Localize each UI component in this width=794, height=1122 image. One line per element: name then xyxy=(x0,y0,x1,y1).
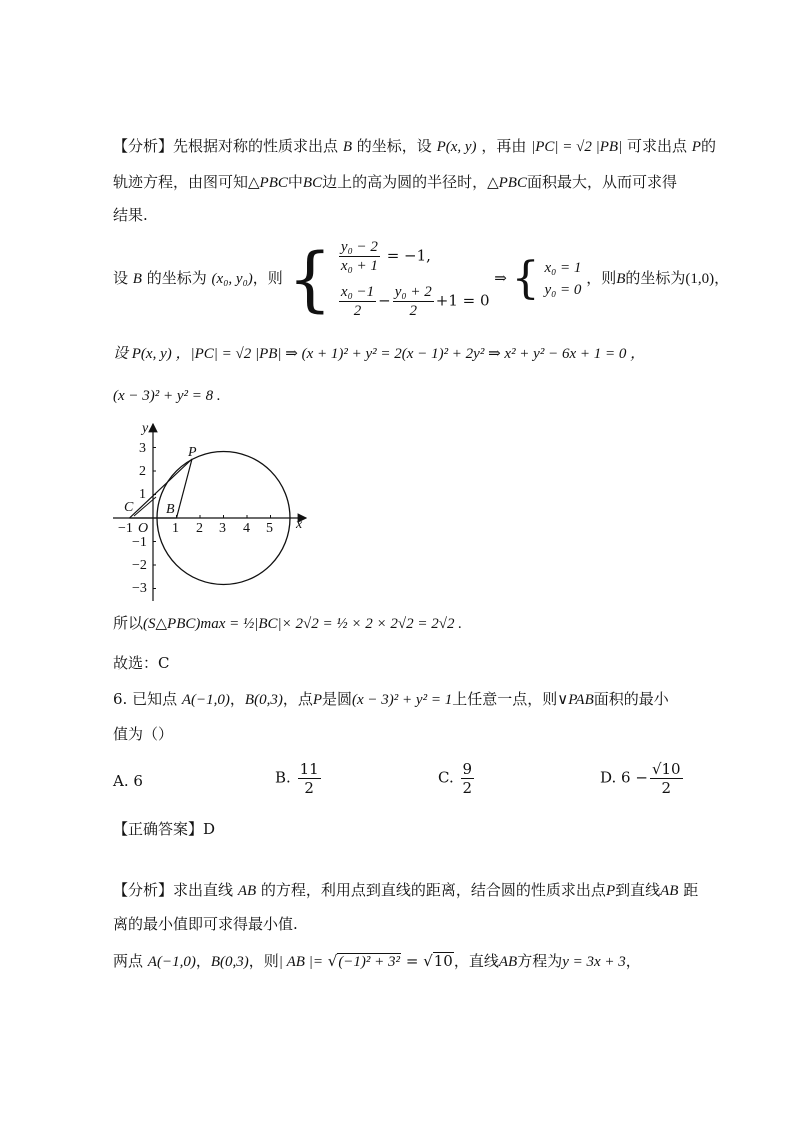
correct-answer: 【正确答案】D xyxy=(113,820,216,838)
area-max: 所以(S△PBC)max = ½|BC|× 2√2 = ½ × 2 × 2√2 = 2√2 . xyxy=(113,616,462,632)
analysis2-line-1: 【分析】求出直线 AB 的方程，利用点到直线的距离，结合圆的性质求出点P到直线AB 距 xyxy=(113,881,699,899)
point-C-label: C xyxy=(124,500,134,515)
left-brace: { xyxy=(287,238,333,320)
option-D[interactable]: D. 6 − $\frac{√10}{2}$ xyxy=(600,760,681,797)
locus-derivation: 设 P(x, y) ，|PC| = √2 |PB| ⇒ (x + 1)² + y² = 2(x − 1)² + 2y² ⇒ x² + y² − 6x + 1 = 0 ， xyxy=(113,346,646,362)
circle-equation: (x − 3)² + y² = 8 . xyxy=(113,388,221,404)
x-tick-3: 3 xyxy=(219,521,226,536)
q6-line-2: 值为（） xyxy=(113,725,174,743)
analysis-tag: 【分析】 xyxy=(113,137,174,155)
x-tick-1: 1 xyxy=(172,521,179,536)
y-tick-neg1: −1 xyxy=(132,535,147,550)
analysis-line-1: 【分析】先根据对称的性质求出点 B 的坐标，设 P(x, y) ，再由 |PC| = √2 |PB| 可求出点 P的 xyxy=(113,137,716,155)
y-tick-neg2: −2 xyxy=(132,558,147,573)
analysis-line-3: 结果. xyxy=(113,206,148,224)
sqrt-symbol: √ xyxy=(327,952,338,970)
segment-BP xyxy=(177,459,193,518)
analysis-line-2: 轨迹方程，由图可知△PBC中BC边上的高为圆的半径时，△PBC面积最大，从而可求得 xyxy=(113,173,677,191)
option-A[interactable]: A. 6 xyxy=(113,772,143,790)
point-B-label: B xyxy=(166,502,175,517)
system-equation: 设 B 的坐标为 (x₀, y₀)，则 { $\frac{\text{y₀ − 2}}{\text{x₀ + 1}}$ = −1, $\frac{\text{x₀ −1}}{2}$ − $\frac{\text{y₀ + 2}}{2}$ +1 = 0 ⇒ { x₀ = 1 y₀ = 0 ，则B的坐标为(1,0)， xyxy=(113,238,730,320)
q6-line-1: 6. 已知点 A(−1,0)，B(0,3)，点P是圆(x − 3)² + y² = 1上任意一点，则∨PAB面积的最小 xyxy=(113,690,669,708)
analysis2-line-2: 离的最小值即可求得最小值. xyxy=(113,915,298,933)
option-B[interactable]: B. $\frac{11}{2}$ xyxy=(275,760,319,797)
point-P-label: P xyxy=(188,445,197,460)
x-tick-2: 2 xyxy=(196,521,203,536)
choice-1: 故选：C xyxy=(113,654,170,672)
distance-line: 两点 A(−1,0)，B(0,3)，则| AB |= √(−1)² + 3² = √10，直线AB方程为y = 3x + 3， xyxy=(113,952,641,970)
origin-label: O xyxy=(138,521,149,536)
y-axis-label: y xyxy=(142,421,149,436)
y-tick-neg3: −3 xyxy=(132,581,147,596)
y-tick-2: 2 xyxy=(139,464,146,479)
option-C[interactable]: C. $\frac{9}{2}$ xyxy=(438,760,473,797)
coordinate-graph xyxy=(108,418,313,608)
x-tick-5: 5 xyxy=(266,521,273,536)
y-tick-1: 1 xyxy=(139,487,146,502)
x-tick-neg1: −1 xyxy=(118,521,133,536)
x-axis-label: x xyxy=(296,517,303,532)
y-tick-3: 3 xyxy=(139,441,146,456)
x-tick-4: 4 xyxy=(243,521,250,536)
system-rows: $\frac{\text{y₀ − 2}}{\text{x₀ + 1}}$ = −1, $\frac{\text{x₀ −1}}{2}$ − $\frac{\text{y₀ + 2}}{2}$ +1 = 0 xyxy=(340,239,490,319)
